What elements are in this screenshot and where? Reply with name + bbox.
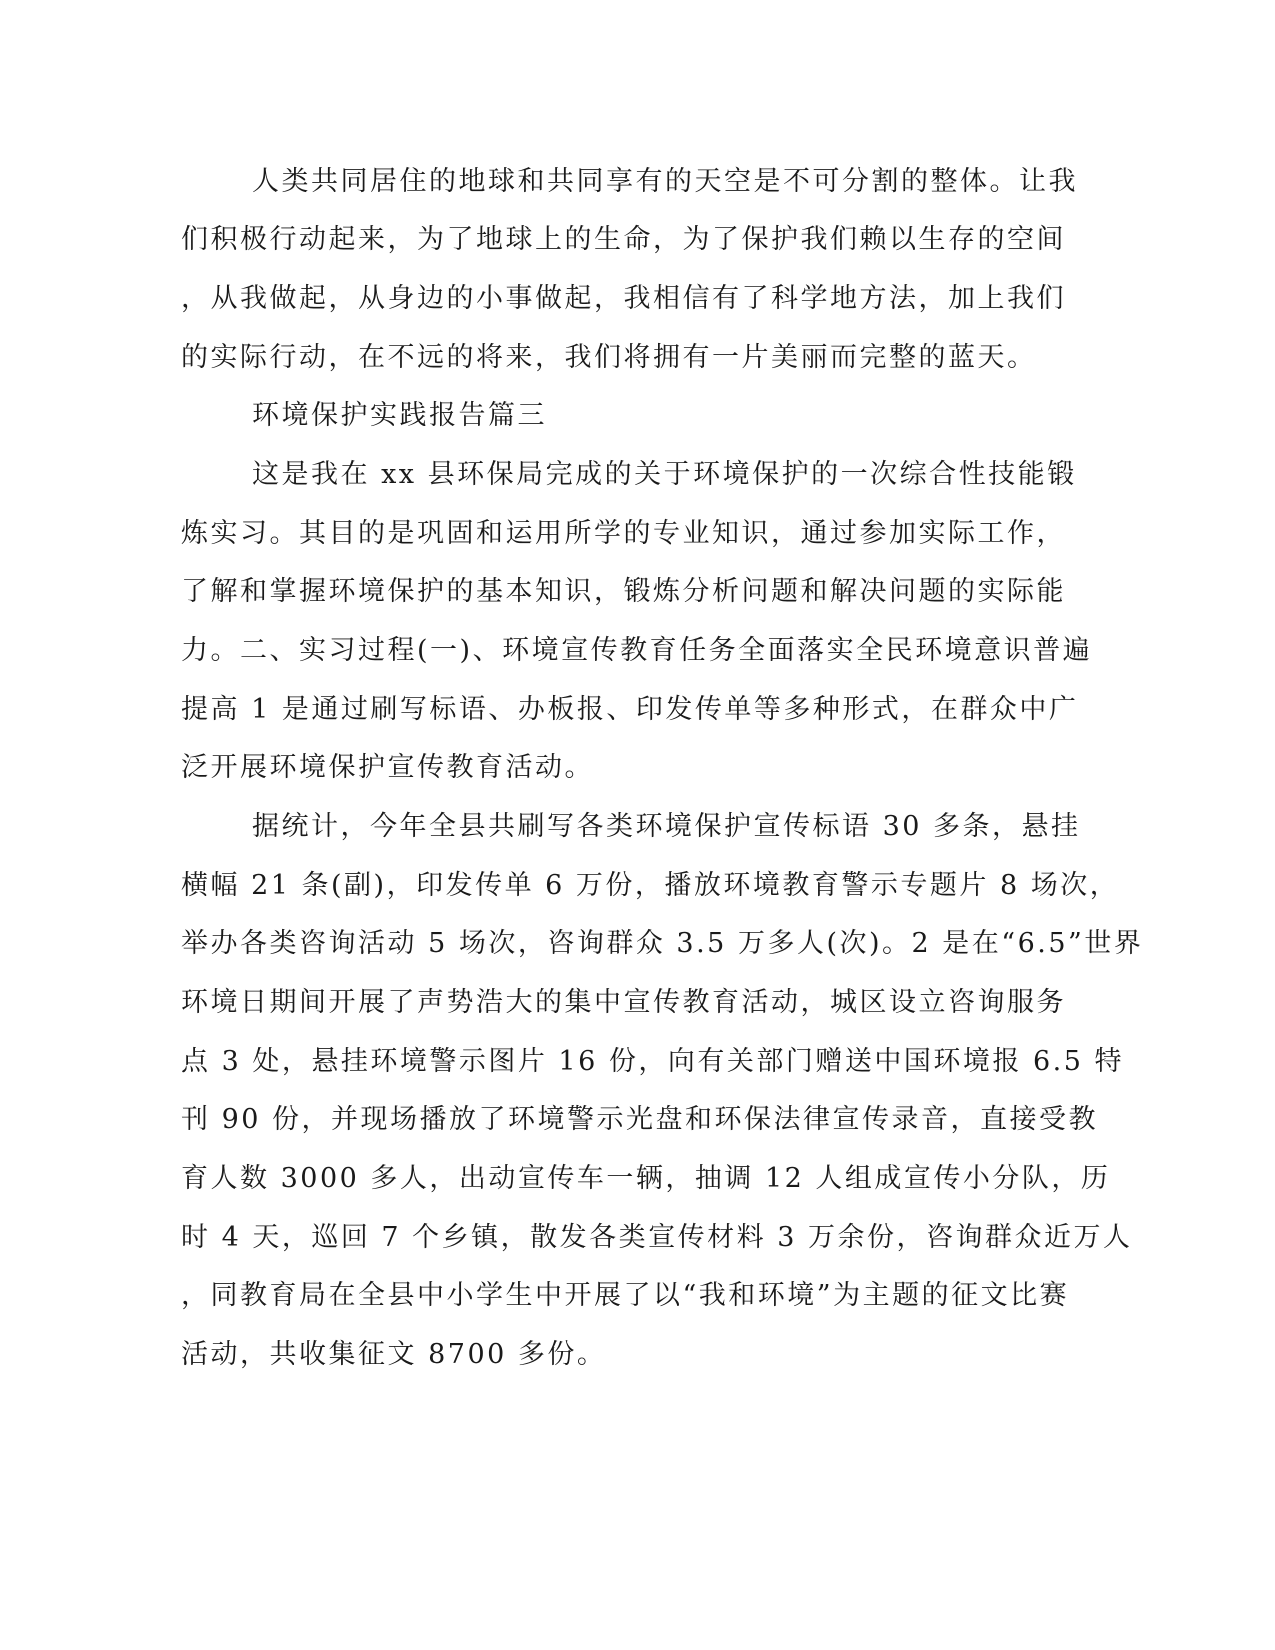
- section-heading: 环境保护实践报告篇三: [252, 400, 547, 431]
- paragraph-3-line-1: 这是我在 xx 县环保局完成的关于环境保护的一次综合性技能锻: [252, 459, 1077, 490]
- paragraph-1-line-4: 的实际行动，在不远的将来，我们将拥有一片美丽而完整的蓝天。: [181, 342, 1037, 373]
- paragraph-4-line-5: 点 3 处，悬挂环境警示图片 16 份，向有关部门赠送中国环境报 6.5 特: [181, 1046, 1124, 1077]
- paragraph-4-line-7: 育人数 3000 多人，出动宣传车一辆，抽调 12 人组成宣传小分队，历: [181, 1163, 1111, 1194]
- paragraph-4-line-9: ，同教育局在全县中小学生中开展了以“我和环境”为主题的征文比赛: [181, 1280, 1070, 1311]
- paragraph-4-line-4: 环境日期间开展了声势浩大的集中宣传教育活动，城区设立咨询服务: [181, 987, 1066, 1018]
- paragraph-3-line-5: 提高 1 是通过刷写标语、办板报、印发传单等多种形式，在群众中广: [181, 694, 1079, 725]
- paragraph-1-line-2: 们积极行动起来，为了地球上的生命，为了保护我们赖以生存的空间: [181, 224, 1066, 255]
- paragraph-3-line-4: 力。二、实习过程(一)、环境宣传教育任务全面落实全民环境意识普遍: [181, 635, 1093, 666]
- paragraph-4-line-8: 时 4 天，巡回 7 个乡镇，散发各类宣传材料 3 万余份，咨询群众近万人: [181, 1222, 1133, 1253]
- paragraph-3-line-2: 炼实习。其目的是巩固和运用所学的专业知识，通过参加实际工作，: [181, 518, 1066, 549]
- paragraph-4-line-10: 活动，共收集征文 8700 多份。: [181, 1339, 607, 1370]
- paragraph-3-line-6: 泛开展环境保护宣传教育活动。: [181, 752, 594, 783]
- paragraph-4-line-1: 据统计，今年全县共刷写各类环境保护宣传标语 30 多条，悬挂: [252, 811, 1081, 842]
- paragraph-3-line-3: 了解和掌握环境保护的基本知识，锻炼分析问题和解决问题的实际能: [181, 576, 1066, 607]
- paragraph-1-line-1: 人类共同居住的地球和共同享有的天空是不可分割的整体。让我: [252, 166, 1078, 197]
- paragraph-4-line-2: 横幅 21 条(副)，印发传单 6 万份，播放环境教育警示专题片 8 场次，: [181, 870, 1120, 901]
- paragraph-1-line-3: ，从我做起，从身边的小事做起，我相信有了科学地方法，加上我们: [181, 283, 1066, 314]
- paragraph-4-line-6: 刊 90 份，并现场播放了环境警示光盘和环保法律宣传录音，直接受教: [181, 1104, 1099, 1135]
- paragraph-4-line-3: 举办各类咨询活动 5 场次，咨询群众 3.5 万多人(次)。2 是在“6.5”世界: [181, 928, 1144, 959]
